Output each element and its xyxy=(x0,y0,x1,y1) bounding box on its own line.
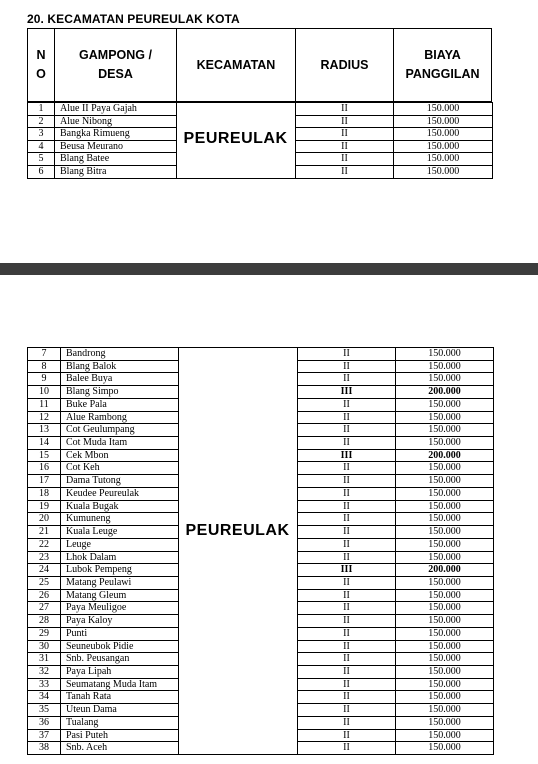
row-number: 26 xyxy=(39,589,49,601)
row-number: 15 xyxy=(39,449,49,461)
row-biaya: 150.000 xyxy=(428,653,461,665)
row-number: 31 xyxy=(39,653,49,665)
row-biaya: 150.000 xyxy=(428,576,461,588)
header-no: N O xyxy=(27,28,55,102)
row-desa: Tualang xyxy=(66,716,99,728)
row-biaya: 150.000 xyxy=(428,678,461,690)
row-desa: Bangka Rimueng xyxy=(60,128,130,140)
row-biaya: 150.000 xyxy=(426,166,460,177)
row-biaya: 150.000 xyxy=(428,666,461,677)
row-desa: Lhok Dalam xyxy=(66,551,117,563)
row-radius: II xyxy=(341,166,348,177)
table-rule xyxy=(54,102,55,179)
row-biaya: 150.000 xyxy=(428,602,461,614)
row-radius: II xyxy=(343,653,350,665)
header-kecamatan: KECAMATAN xyxy=(176,28,296,102)
row-number: 18 xyxy=(39,487,49,499)
section-title: 20. KECAMATAN PEUREULAK KOTA xyxy=(27,12,240,26)
row-number: 24 xyxy=(39,564,49,576)
row-number: 12 xyxy=(39,411,49,423)
row-desa: Leuge xyxy=(66,538,91,550)
row-radius: II xyxy=(343,602,350,614)
row-number: 4 xyxy=(38,140,44,152)
row-radius: II xyxy=(343,348,350,359)
row-radius: III xyxy=(340,386,353,398)
row-biaya: 150.000 xyxy=(428,411,461,423)
row-radius: II xyxy=(343,704,350,716)
table-rule xyxy=(492,102,493,179)
row-desa: Matang Gleum xyxy=(66,589,127,601)
row-biaya: 150.000 xyxy=(428,398,461,410)
row-radius: II xyxy=(343,729,350,741)
row-radius: II xyxy=(343,398,350,410)
row-biaya: 150.000 xyxy=(428,462,461,474)
row-radius: II xyxy=(343,424,350,436)
row-radius: II xyxy=(343,373,350,385)
row-biaya: 150.000 xyxy=(428,437,461,449)
row-biaya: 150.000 xyxy=(426,140,460,152)
row-desa: Paya Lipah xyxy=(66,666,112,677)
row-radius: II xyxy=(343,640,350,652)
row-radius: II xyxy=(343,589,350,601)
row-number: 23 xyxy=(39,551,49,563)
row-desa: Uteun Dama xyxy=(66,704,117,716)
row-number: 14 xyxy=(39,437,49,449)
row-radius: II xyxy=(341,128,348,140)
row-number: 3 xyxy=(38,128,44,140)
row-desa: Tanah Rata xyxy=(66,691,112,703)
row-desa: Punti xyxy=(66,627,88,639)
kecamatan-label: PEUREULAK xyxy=(185,522,290,539)
row-desa: Blang Bitra xyxy=(60,166,107,177)
row-number: 37 xyxy=(39,729,49,741)
row-desa: Keudee Peureulak xyxy=(66,487,140,499)
row-desa: Cot Keh xyxy=(66,462,100,474)
row-desa: Pasi Puteh xyxy=(66,729,108,741)
row-biaya: 150.000 xyxy=(428,716,461,728)
row-radius: II xyxy=(343,627,350,639)
header-gampong-desa: GAMPONG / DESA xyxy=(54,28,177,102)
row-number: 6 xyxy=(38,166,44,177)
row-number: 30 xyxy=(39,640,49,652)
row-radius: II xyxy=(343,500,350,512)
row-number: 2 xyxy=(38,115,44,127)
row-number: 20 xyxy=(39,513,49,525)
row-biaya: 150.000 xyxy=(428,513,461,525)
row-biaya: 150.000 xyxy=(428,373,461,385)
row-radius: II xyxy=(341,103,348,114)
row-desa: Alue Rambong xyxy=(66,411,127,423)
row-number: 19 xyxy=(39,500,49,512)
row-number: 38 xyxy=(39,742,49,754)
row-biaya: 150.000 xyxy=(426,103,460,114)
row-desa: Lubok Pempeng xyxy=(66,564,132,576)
row-biaya: 150.000 xyxy=(428,589,461,601)
row-number: 16 xyxy=(39,462,49,474)
row-number: 22 xyxy=(39,538,49,550)
row-radius: II xyxy=(343,551,350,563)
row-radius: II xyxy=(343,576,350,588)
row-desa: Kumuneng xyxy=(66,513,111,525)
row-radius: III xyxy=(340,564,353,576)
row-biaya: 150.000 xyxy=(428,526,461,538)
row-radius: II xyxy=(343,691,350,703)
row-desa: Dama Tutong xyxy=(66,475,121,487)
row-radius: III xyxy=(340,449,353,461)
row-biaya: 150.000 xyxy=(428,500,461,512)
row-desa: Blang Balok xyxy=(66,360,117,372)
row-biaya: 150.000 xyxy=(428,742,461,754)
row-desa: Matang Peulawi xyxy=(66,576,132,588)
row-biaya: 150.000 xyxy=(428,691,461,703)
row-number: 7 xyxy=(41,348,47,359)
row-number: 36 xyxy=(39,716,49,728)
page-divider xyxy=(0,263,538,275)
row-number: 5 xyxy=(38,153,44,165)
row-biaya: 150.000 xyxy=(428,551,461,563)
header-radius: RADIUS xyxy=(295,28,394,102)
row-biaya: 150.000 xyxy=(428,348,461,359)
row-number: 29 xyxy=(39,627,49,639)
row-radius: II xyxy=(343,716,350,728)
row-desa: Seuneubok Pidie xyxy=(66,640,134,652)
row-number: 32 xyxy=(39,666,49,677)
row-radius: II xyxy=(343,487,350,499)
row-desa: Paya Meuligoe xyxy=(66,602,127,614)
row-number: 35 xyxy=(39,704,49,716)
row-biaya: 200.000 xyxy=(428,386,461,398)
row-radius: II xyxy=(343,666,350,677)
row-desa: Bandrong xyxy=(66,348,106,359)
row-desa: Alue Nibong xyxy=(60,115,112,127)
row-number: 9 xyxy=(41,373,47,385)
row-desa: Blang Simpo xyxy=(66,386,119,398)
row-biaya: 150.000 xyxy=(426,128,460,140)
row-radius: II xyxy=(343,475,350,487)
row-radius: II xyxy=(343,615,350,627)
row-desa: Beusa Meurano xyxy=(60,140,124,152)
table-rule xyxy=(60,347,61,755)
row-radius: II xyxy=(343,411,350,423)
row-desa: Paya Kaloy xyxy=(66,615,113,627)
row-desa: Alue II Paya Gajah xyxy=(60,103,137,114)
table-rule xyxy=(178,347,179,755)
row-number: 25 xyxy=(39,576,49,588)
row-number: 8 xyxy=(41,360,47,372)
row-number: 33 xyxy=(39,678,49,690)
row-biaya: 150.000 xyxy=(428,538,461,550)
row-number: 21 xyxy=(39,526,49,538)
row-desa: Kuala Leuge xyxy=(66,526,118,538)
row-number: 27 xyxy=(39,602,49,614)
row-biaya: 150.000 xyxy=(428,729,461,741)
row-biaya: 200.000 xyxy=(428,564,461,576)
row-number: 28 xyxy=(39,615,49,627)
row-radius: II xyxy=(343,462,350,474)
row-desa: Cot Geulumpang xyxy=(66,424,135,436)
row-biaya: 150.000 xyxy=(426,115,460,127)
row-radius: II xyxy=(343,678,350,690)
row-radius: II xyxy=(341,115,348,127)
row-biaya: 150.000 xyxy=(426,153,460,165)
row-number: 1 xyxy=(38,103,44,114)
row-biaya: 150.000 xyxy=(428,424,461,436)
row-number: 17 xyxy=(39,475,49,487)
row-radius: II xyxy=(343,360,350,372)
row-desa: Cot Muda Itam xyxy=(66,437,128,449)
row-desa: Buke Pala xyxy=(66,398,107,410)
row-desa: Balee Buya xyxy=(66,373,113,385)
row-radius: II xyxy=(343,538,350,550)
row-biaya: 150.000 xyxy=(428,475,461,487)
row-radius: II xyxy=(343,513,350,525)
row-desa: Snb. Peusangan xyxy=(66,653,130,665)
row-number: 11 xyxy=(39,398,49,410)
row-biaya: 150.000 xyxy=(428,615,461,627)
row-number: 34 xyxy=(39,691,49,703)
row-radius: II xyxy=(343,437,350,449)
header-biaya-panggilan: BIAYA PANGGILAN xyxy=(393,28,492,102)
kecamatan-label: PEUREULAK xyxy=(183,130,288,147)
row-number: 13 xyxy=(39,424,49,436)
row-desa: Kuala Bugak xyxy=(66,500,119,512)
row-biaya: 150.000 xyxy=(428,627,461,639)
row-desa: Cek Mbon xyxy=(66,449,109,461)
row-radius: II xyxy=(343,742,350,754)
row-radius: II xyxy=(341,153,348,165)
row-biaya: 150.000 xyxy=(428,487,461,499)
row-biaya: 150.000 xyxy=(428,704,461,716)
row-desa: Snb. Aceh xyxy=(66,742,108,754)
row-radius: II xyxy=(343,526,350,538)
row-biaya: 150.000 xyxy=(428,640,461,652)
row-radius: II xyxy=(341,140,348,152)
row-biaya: 200.000 xyxy=(428,449,461,461)
row-desa: Blang Batee xyxy=(60,153,110,165)
table-rule xyxy=(493,347,494,755)
row-number: 10 xyxy=(39,386,49,398)
row-desa: Seumatang Muda Itam xyxy=(66,678,158,690)
row-biaya: 150.000 xyxy=(428,360,461,372)
